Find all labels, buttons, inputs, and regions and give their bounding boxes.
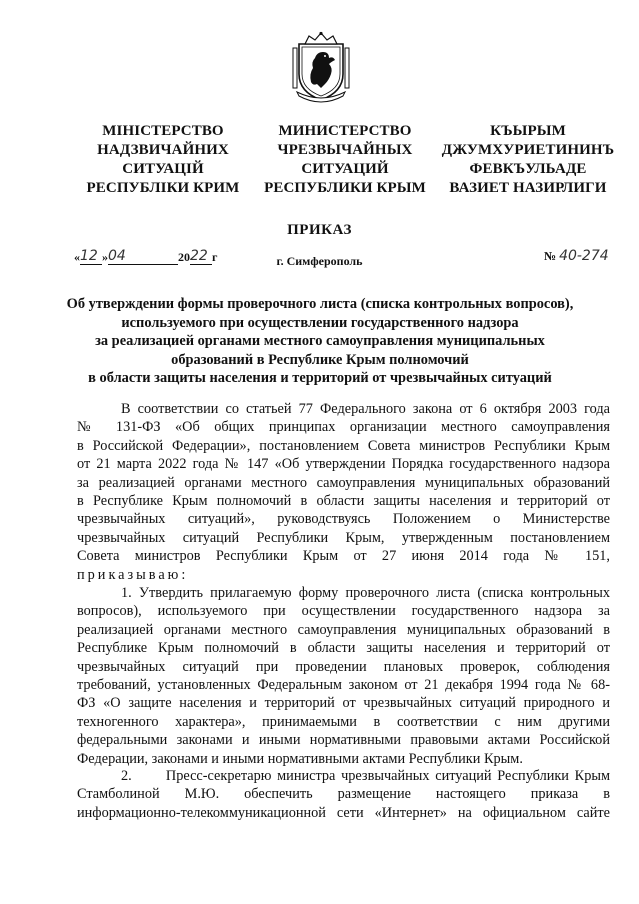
body-line: Республике Крым полномочий в области защиты населения и территорий от (77, 640, 610, 657)
paragraph-preamble (77, 400, 610, 584)
body-line: информационно-телекоммуникационной сети «Интернет» на официальном сайте (77, 804, 610, 821)
body-line: чрезвычайных ситуаций», руководствуясь Положением о Министерстве (77, 511, 610, 528)
crimea-coat-of-arms-icon (291, 30, 351, 104)
ministry-ua-line: РЕСПУБЛІКИ КРИМ (86, 180, 240, 196)
body-line: вопросов), используемого при осуществлении государственного надзора за (77, 603, 610, 620)
ministry-crh-line: КЪЫРЫМ (490, 123, 566, 139)
date-open-quote: « (74, 250, 80, 264)
order-title: ПРИКАЗ (287, 222, 352, 238)
date-century: 20 (178, 250, 190, 264)
body-line: федеральными законами и иными нормативными правовыми актами Российской (77, 732, 610, 749)
order-city: г. Симферополь (276, 254, 363, 268)
body-line: требований, установленных Федеральным законом от 21 декабря 1994 года № 68- (77, 676, 610, 693)
body-line: В соответствии со статьей 77 Федерального закона от 6 октября 2003 года (121, 401, 610, 417)
body-line: техногенного характера», принимаемыми в соответствии с ним другими (77, 713, 610, 730)
date-day: 12 (80, 248, 98, 264)
ministry-ua-line: МІНІСТЕРСТВО (102, 123, 224, 139)
body-line: Стамболиной М.Ю. обеспечить размещение настоящего приказа в (77, 786, 610, 803)
ministry-name-crimean-tatar (418, 122, 638, 198)
order-number-value: 40-274 (559, 248, 609, 264)
body-line: № 131-ФЗ «Об общих принципах организации местного самоуправления (77, 419, 610, 436)
body-line: в Российской Федерации», постановлением Совета министров Республики Крым (77, 437, 610, 454)
date-month: 04 (108, 248, 126, 264)
body-line: чрезвычайных ситуаций Республики Крым, утвержденным постановлением (77, 529, 610, 546)
paragraph-item-1 (77, 584, 610, 768)
body-line: 2. Пресс-секретарю министра чрезвычайных ситуаций Республики Крым (121, 768, 610, 784)
order-word: приказываю: (77, 566, 189, 583)
date-suffix: г (212, 250, 218, 264)
order-number (544, 248, 609, 264)
ministry-ru-line: ЧРЕЗВЫЧАЙНЫХ (277, 142, 413, 158)
body-line: ФЗ «О защите населения и территорий от чрезвычайных ситуаций природного и (77, 695, 610, 712)
order-number-label: № (544, 249, 557, 263)
ministry-crh-line: ВАЗИЕТ НАЗИРЛИГИ (449, 180, 607, 196)
subject-line: Об утверждении формы проверочного листа (списка контрольных вопросов), (66, 296, 574, 312)
ministry-name-ukrainian (63, 122, 263, 198)
body-line: чрезвычайных ситуаций при проведении плановых проверок, соблюдения (77, 658, 610, 675)
subject-line: за реализацией органами местного самоуправления муниципальных (95, 333, 545, 350)
body-line: 1. Утвердить прилагаемую форму проверочного листа (списка контрольных (121, 585, 610, 601)
body-line: от 21 марта 2022 года № 147 «Об утверждении Порядка государственного надзора (77, 456, 610, 473)
date-year: 22 (190, 248, 208, 264)
subject-line: используемого при осуществлении государственного надзора (121, 314, 519, 331)
subject-line: в области защиты населения и территорий от чрезвычайных ситуаций (88, 370, 552, 387)
paragraph-item-2 (77, 767, 610, 822)
ministry-name-russian (255, 122, 435, 198)
ministry-ru-line: СИТУАЦИЙ (301, 161, 389, 177)
subject-line: образований в Республике Крым полномочий (171, 351, 469, 368)
body-line: за реализацией органами местного самоуправления муниципальных образований (77, 474, 610, 491)
body-line: Совета министров Республики Крым от 27 июня 2014 года № 151, (77, 548, 610, 565)
ministry-crh-line: ФЕВКЪУЛЬАДЕ (469, 161, 587, 177)
body-line: Федерации, законами и иными нормативными актами Республики Крым. (77, 750, 523, 767)
ministry-ua-line: НАДЗВИЧАЙНИХ (97, 142, 229, 158)
ministry-crh-line: ДЖУМХУРИЕТИНИНЪ (441, 142, 615, 158)
order-subject (40, 295, 600, 388)
ministry-ru-line: РЕСПУБЛИКИ КРЫМ (264, 180, 426, 196)
body-line: реализацией органами местного самоуправления муниципальных образований в (77, 621, 610, 638)
date-close-quote: » (102, 250, 108, 264)
ministry-ua-line: СИТУАЦІЙ (122, 161, 204, 177)
body-line: в Республике Крым полномочий в области защиты населения и территорий от (77, 492, 610, 509)
ministry-ru-line: МИНИСТЕРСТВО (278, 123, 412, 139)
